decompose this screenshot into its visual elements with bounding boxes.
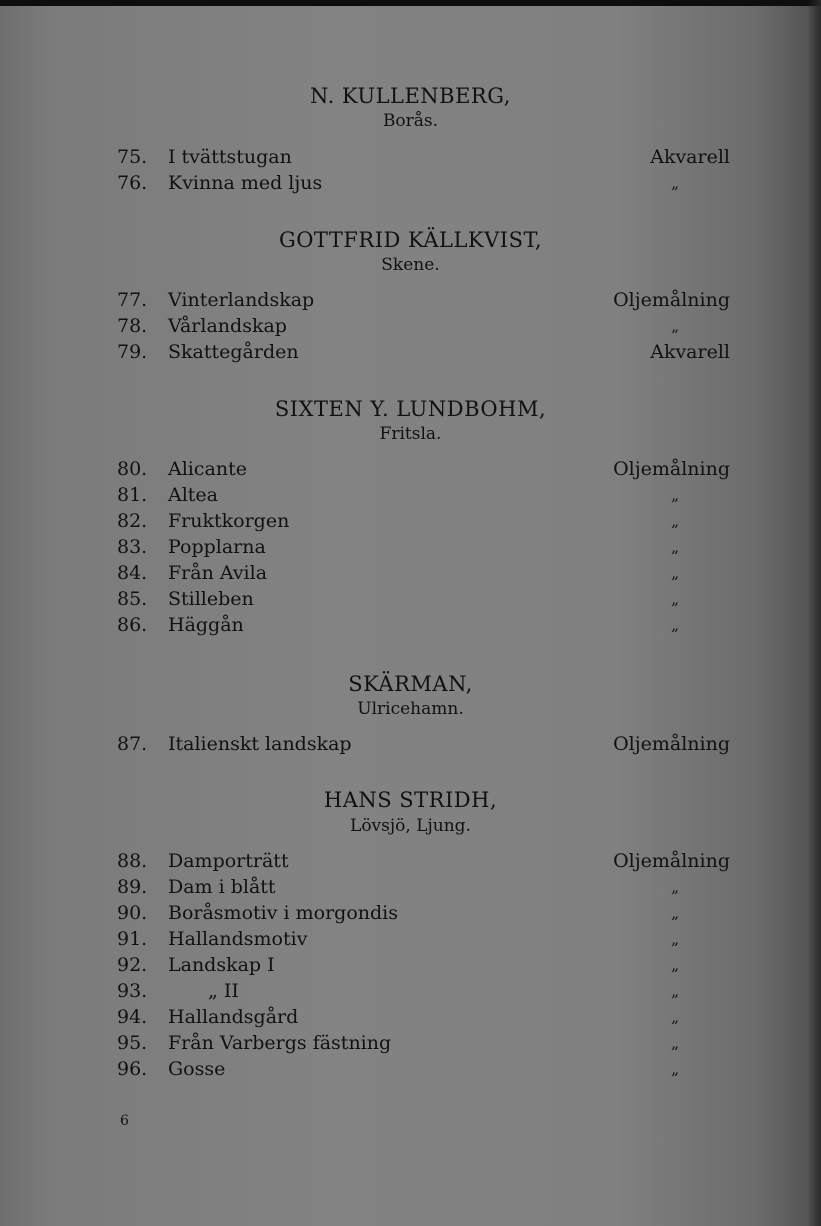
entry-number: 82.	[117, 510, 148, 532]
entry-number: 93.	[117, 980, 148, 1002]
catalog-entry	[0, 508, 821, 534]
entry-medium: „	[671, 590, 679, 608]
entry-number: 81.	[117, 484, 148, 506]
entry-title: I tvättstugan	[168, 146, 292, 168]
catalog-entry	[0, 144, 821, 170]
entry-medium: Oljemålning	[613, 850, 730, 872]
catalog-entry	[0, 900, 821, 926]
entry-title: Boråsmotiv i morgondis	[168, 902, 398, 924]
entry-title: Vårlandskap	[168, 315, 287, 337]
artist-name: GOTTFRID KÄLLKVIST,	[278, 228, 543, 252]
entry-medium: „	[671, 904, 679, 922]
entry-medium: „	[671, 1060, 679, 1078]
entry-title: Italienskt landskap	[168, 733, 352, 755]
entry-number: 87.	[117, 733, 148, 755]
catalog-entry	[0, 560, 821, 586]
artist-location: Ulricehamn.	[357, 699, 464, 719]
entry-title: Kvinna med ljus	[168, 172, 323, 194]
entry-number: 76.	[117, 172, 148, 194]
entry-title: Landskap I	[168, 954, 275, 976]
entry-number: 88.	[117, 850, 148, 872]
entry-title: Skattegården	[168, 341, 299, 363]
entry-number: 92.	[117, 954, 148, 976]
entry-medium: „	[671, 564, 679, 582]
entry-number: 89.	[117, 876, 148, 898]
artist-name: SKÄRMAN,	[348, 672, 473, 696]
entry-number: 90.	[117, 902, 148, 924]
entry-medium: Oljemålning	[613, 458, 730, 480]
entry-number: 96.	[117, 1058, 148, 1080]
entry-number: 95.	[117, 1032, 148, 1054]
entry-title: Gosse	[168, 1058, 226, 1080]
artist-location: Borås.	[382, 111, 439, 131]
entry-number: 84.	[117, 562, 148, 584]
entry-medium: Akvarell	[650, 341, 730, 363]
entry-title: Popplarna	[168, 536, 266, 558]
entry-medium: Oljemålning	[613, 289, 730, 311]
entry-title: Hallandsgård	[168, 1006, 299, 1028]
entry-medium: „	[671, 1008, 679, 1026]
entry-number: 78.	[117, 315, 148, 337]
entry-number: 75.	[117, 146, 148, 168]
entry-number: 79.	[117, 341, 148, 363]
catalog-entry	[0, 287, 821, 313]
entry-title: Vinterlandskap	[168, 289, 315, 311]
entry-medium: „	[671, 930, 679, 948]
entry-medium: „	[671, 317, 679, 335]
catalog-entry	[0, 978, 821, 1004]
catalog-entry	[0, 1030, 821, 1056]
catalog-entry	[0, 1056, 821, 1082]
catalog-entry	[0, 170, 821, 196]
catalog-entry	[0, 534, 821, 560]
entry-number: 91.	[117, 928, 148, 950]
catalog-entry	[0, 586, 821, 612]
catalog-entry	[0, 731, 821, 757]
catalog-entry	[0, 848, 821, 874]
entry-number: 77.	[117, 289, 148, 311]
entry-number: 86.	[117, 614, 148, 636]
entry-medium: „	[671, 878, 679, 896]
entry-medium: „	[671, 538, 679, 556]
artist-name: SIXTEN Y. LUNDBOHM,	[274, 397, 547, 421]
entry-title: Altea	[168, 484, 219, 506]
entry-medium: „	[671, 486, 679, 504]
catalog-entry	[0, 482, 821, 508]
entry-medium: „	[671, 616, 679, 634]
catalog-entry	[0, 952, 821, 978]
entry-title: Stilleben	[168, 588, 254, 610]
page-number: 6	[120, 1113, 129, 1129]
artist-name: HANS STRIDH,	[323, 788, 498, 812]
entry-number: 85.	[117, 588, 148, 610]
entry-title: Alicante	[168, 458, 247, 480]
entry-title: Från Avila	[168, 562, 268, 584]
entry-title: Häggån	[168, 614, 244, 636]
entry-title: „ II	[208, 980, 239, 1002]
artist-location: Fritsla.	[379, 424, 442, 444]
entry-number: 83.	[117, 536, 148, 558]
entry-medium: „	[671, 956, 679, 974]
artist-location: Lövsjö, Ljung.	[350, 816, 471, 836]
entry-title: Dam i blått	[168, 876, 276, 898]
entry-medium: Akvarell	[650, 146, 730, 168]
entry-title: Hallandsmotiv	[168, 928, 308, 950]
entry-medium: „	[671, 512, 679, 530]
entry-number: 80.	[117, 458, 148, 480]
entry-medium: „	[671, 174, 679, 192]
entry-title: Från Varbergs fästning	[168, 1032, 392, 1054]
catalog-entry	[0, 926, 821, 952]
entry-number: 94.	[117, 1006, 148, 1028]
catalog-entry	[0, 874, 821, 900]
artist-name: N. KULLENBERG,	[310, 84, 511, 108]
catalog-entry	[0, 313, 821, 339]
entry-medium: Oljemålning	[613, 733, 730, 755]
entry-title: Damporträtt	[168, 850, 289, 872]
catalog-entry	[0, 1004, 821, 1030]
entry-medium: „	[671, 982, 679, 1000]
catalog-entry	[0, 612, 821, 638]
entry-medium: „	[671, 1034, 679, 1052]
artist-location: Skene.	[381, 255, 440, 275]
entry-title: Fruktkorgen	[168, 510, 290, 532]
catalog-entry	[0, 456, 821, 482]
catalog-entry	[0, 339, 821, 365]
